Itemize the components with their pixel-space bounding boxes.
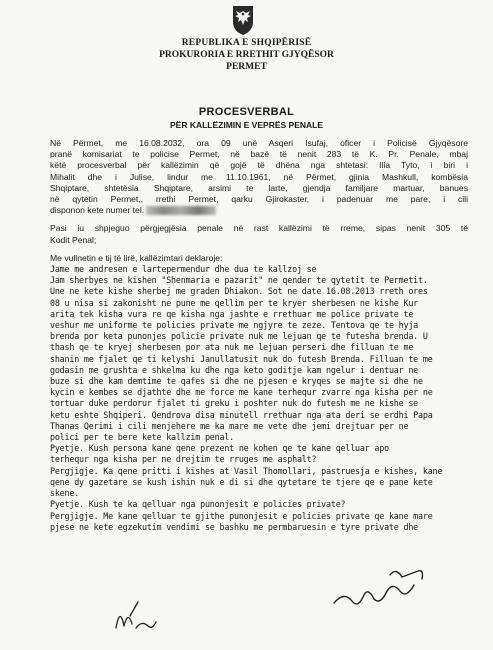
qa-line: Pyetje. Kush te ka qelluar nga punonjesit e policies private? [50,499,346,510]
qa-line: skene. [50,488,80,499]
statement-line: tortuar duke perdorur fjalet ti greku i poshter nuk do futesh me ne kishe se [50,398,419,409]
text-line: Pasi iu shpjeguo përgjegjësia penale në rast kallëzimi të rreme, sipas nenit 305 të [50,223,468,234]
qa-line: pjese ne kete egzekutim vendimi se bashku me permbaruesin e tyre private dhe [50,521,419,532]
document-title: PROCESVERBAL [198,106,295,118]
statement-line: arita tek kisha vura re qe kisha nga jashte e rrethuar me police private te [50,308,414,319]
redacted-phone-number [146,206,216,215]
statement-line: Jame me andresen e lartepermendur dhe dua te kallzoj se [50,264,317,275]
statement-line: brenda por keta punonjes policie private nuk me lejuan qe te futesha brenda. U [50,331,428,342]
text-line: Në Përmet, me 16.08.2032, ora 09 unë Asqeri Isufaj, oficer i Policisë Gjyqësore [50,138,468,148]
text-line: në qytetin Permet,, rrethi Permet, qarku Gjirokaster, i padenuar me pare, i cili [50,194,468,205]
statement-line: shanin me fjalet qe ti kelyshi Janullatusit nuk do futesh Brenda. Filluan te me [50,353,433,364]
statement-line: godasin me grushta e shkelma ku dhe nga keto goditje kam ngelur i dentuar ne [50,364,419,375]
handwritten-statement [50,264,468,533]
signature-right [330,565,430,615]
statement-line: thash qe te kryej sherbesen por ata nuk me lejuan perseri dhe filluan te me [50,342,414,353]
document-body [50,138,468,533]
statement-line: buze si dhe kam demtime te qafes si dhe ne pjesen e kryqes se majte si dhe ne [50,376,423,387]
signature-left [110,598,160,638]
document-subtitle: PËR KALLËZIMIN E VEPRËS PENALE [169,120,324,130]
text-line: Mihalit dhe i Julise, lindur me 11.10.1961, në Përmet, gjinia Mashkull, kombësia [50,171,468,182]
statement-line: Jam sherbyes ne kishen "Shenmaria e pazarit" ne qender te qytetit te Permetit. [50,275,428,286]
qa-line: Pergjigje. Ka qene pritti i kishes at Vasil Thomollari, pastruesja e kishes, kane [50,465,443,476]
statement-line: Thanas Qerimi i cili menjehere me ka mare me vete dhe jemi drejtuar per ne [50,420,409,431]
header-country: REPUBLIKA E SHQIPËRISË [181,38,312,48]
text-line-phone [50,205,468,216]
text-line: Kodit Penal; [50,234,97,245]
qa-line: Pergjigje. Me kane qelluar te gjithe punonjesit e policies private qe kane mare [50,510,433,521]
qa-line: Pyetje. Kush persona kane qene prezent ne kohen qe te kane qelluar apo [50,443,389,454]
statement-line: ketu eshte Shqiperi. Qendrova disa minutell rrethuar nga ata deri se erdhi Papa [50,409,433,420]
albanian-eagle-emblem-icon [230,4,256,36]
statement-line: veshur me uniforme te policies private me ngjyre te zeze. Tentova qe te hyja [50,320,419,331]
declaration-line: Me vullnetin e tij të lirë, kallëzimtari deklaroje: [50,252,223,263]
phone-label: disponon kete numer tel. [50,205,145,216]
text-line: këtë procesverbal për kallëzimin që gojë të dhëna nga shtetasi: Ilia Tyto, i biri i [50,160,468,171]
header-institution: PROKURORIA E RRETHIT GJYQËSOR [159,50,334,60]
text-line: pranë komisariat te policise Permet, në bazë të nenit 283 të K. Pr. Penale, mbaj [50,149,468,160]
statement-line: Une ne kete kishe sherbej me graden Dhiakon. Sot ne date 16.08.2013 rreth ores [50,286,428,297]
text-line: Shqiptare, shtetësia Shqiptare, arsimi te larte, gjendja familjare martuar, banues [50,182,468,193]
statement-line: polici per te bere kete kallzim penal. [50,432,235,443]
qa-line: qene dy gazetare se kush ishin nuk e di si dhe qytetare te tjere qe e pane kete [50,476,433,487]
statement-line: 08 u nisa si zakonisht ne pune me qellim per te kryer sherbesen ne kishe Kur [50,297,419,308]
intro-paragraph [50,138,468,216]
caution-paragraph [50,223,468,245]
statement-line: kycin e kembes se djathte dhe me force me kane terhequr zvarre nga kisha per ne [50,387,433,398]
header-city: PERMET [226,62,267,72]
qa-line: terhequr nga kisha per ne drejtim te rruges me asphalt? [50,454,317,465]
